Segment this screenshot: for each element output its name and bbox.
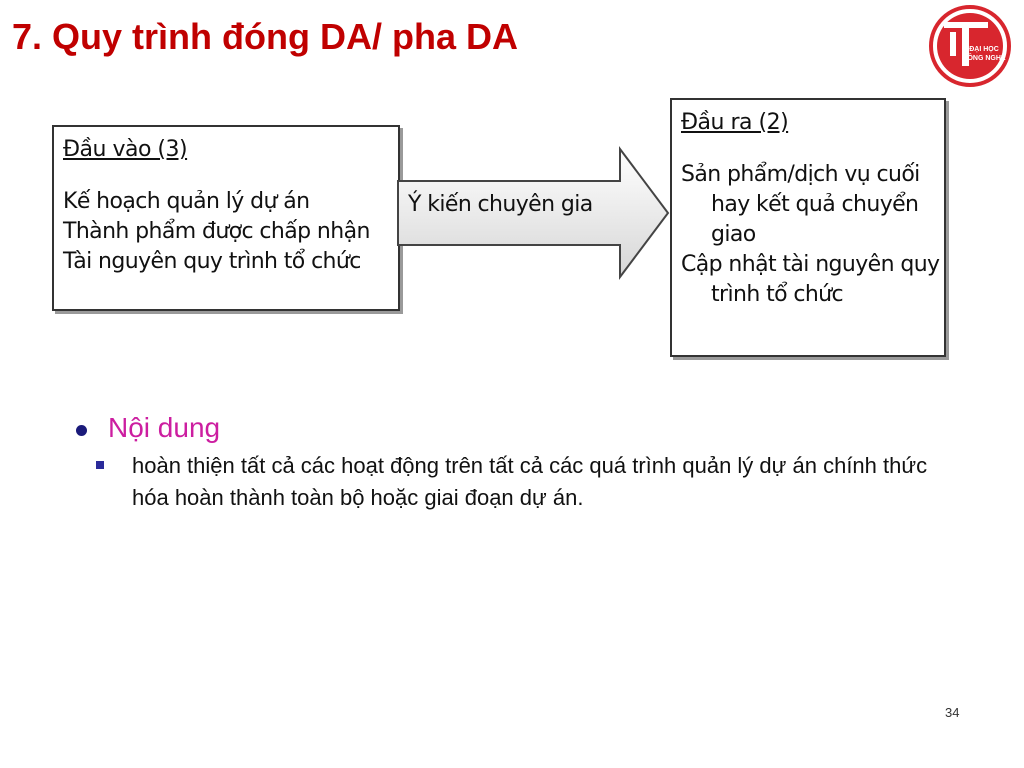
sub-bullet-text: hoàn thiện tất cả các hoạt động trên tất cả các quá trình quản lý dự án chính thức hóa hoàn thành toàn bộ hoặc giai đoạn dự án. (132, 453, 928, 510)
page-number: 34 (945, 705, 960, 720)
input-box (52, 125, 400, 311)
input-item: Kế hoạch quản lý dự án (63, 189, 310, 214)
logo-text-line1: ĐẠI HỌC (969, 46, 999, 53)
bullet-heading: Nội dung (108, 412, 221, 443)
slide-title: 7. Quy trình đóng DA/ pha DA (12, 16, 518, 57)
bullet-item (70, 410, 970, 446)
output-box-items (681, 160, 961, 310)
content-bullets (70, 410, 970, 514)
output-box (670, 98, 946, 357)
square-bullet-icon (96, 461, 104, 469)
input-item: Thành phẩm được chấp nhận (63, 219, 370, 244)
logo-text-line2: CÔNG NGHỆ (962, 55, 1006, 62)
input-box-heading: Đầu vào (3) (63, 137, 188, 162)
output-item: Cập nhật tài nguyên quy trình tổ chức (681, 252, 940, 307)
output-box-heading: Đầu ra (2) (681, 110, 789, 135)
input-item: Tài nguyên quy trình tổ chức (63, 249, 361, 274)
arrow-label: Ý kiến chuyên gia (408, 192, 593, 217)
sub-bullet-item (132, 450, 958, 514)
output-item: Sản phẩm/dịch vụ cuối hay kết quả chuyển giao (681, 162, 920, 247)
circle-bullet-icon (76, 425, 87, 436)
input-box-items (63, 187, 370, 277)
university-logo (928, 4, 1012, 88)
